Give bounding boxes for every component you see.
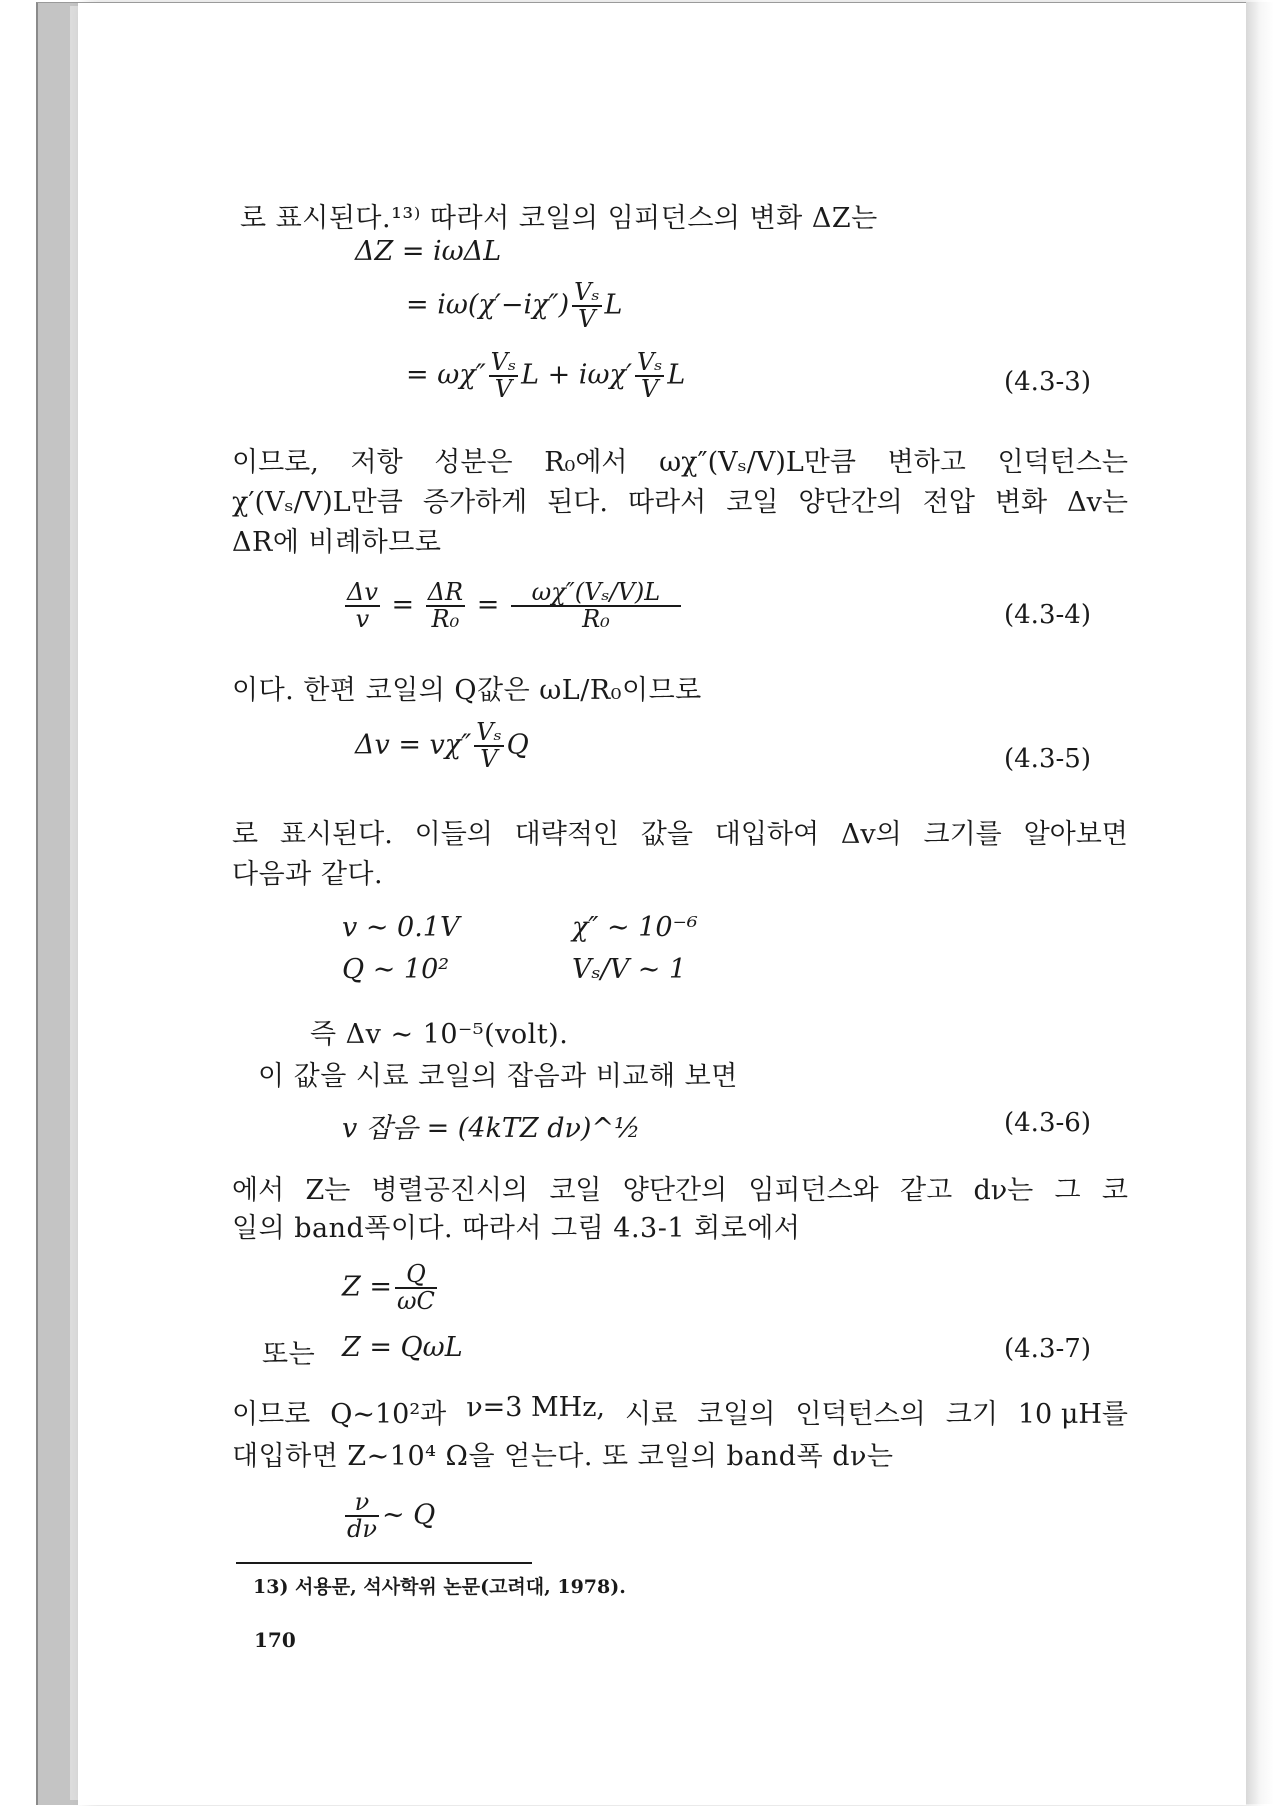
text-line: ΔR에 비례하므로 — [232, 527, 442, 558]
eq-text: L — [604, 289, 623, 321]
word: 이므로, — [232, 447, 319, 478]
value-chi: χ″ ∼ 10⁻⁶ — [572, 912, 698, 943]
word: 코일 — [549, 1175, 602, 1206]
word: 변하고 — [887, 447, 966, 478]
frac-den: R₀ — [431, 605, 460, 634]
eq-text: Z = — [342, 1271, 392, 1303]
frac-num: ΔR — [427, 578, 464, 606]
word: 인덕턴스는 — [997, 447, 1128, 478]
equation-dv — [355, 720, 529, 772]
text-line-justified — [232, 480, 1128, 519]
text-line: 즉 Δv ∼ 10⁻⁵(volt). — [310, 1019, 569, 1050]
fraction — [345, 1490, 379, 1542]
value-ratio: Vₛ/V ∼ 1 — [572, 954, 687, 985]
word: 이므로 — [232, 1399, 311, 1430]
word: R₀에서 — [544, 447, 628, 478]
text-line: 로 표시된다.¹³⁾ 따라서 코일의 임피던스의 변화 ΔZ는 — [240, 203, 878, 234]
text-line: 이 값을 시료 코일의 잡음과 비교해 보면 — [258, 1061, 738, 1092]
word: 대입하여 — [714, 819, 820, 850]
word: 에서 — [232, 1175, 285, 1206]
text-line: 대입하면 Z∼10⁴ Ω을 얻는다. 또 코일의 band폭 dν는 — [232, 1441, 894, 1472]
word: 알아보면 — [1023, 819, 1128, 850]
fraction — [489, 350, 518, 402]
frac-den: V — [494, 375, 513, 404]
eq-text: = ωχ″ — [406, 359, 486, 391]
frac-num: Δv — [347, 578, 378, 606]
word: Δv의 — [840, 819, 902, 850]
word: 같고 — [900, 1175, 953, 1206]
eq-sign: = — [476, 589, 500, 621]
word: 증가하게 — [422, 487, 528, 518]
word: 된다. — [547, 487, 608, 518]
word: 코일 — [726, 487, 779, 518]
word: 대략적인 — [514, 819, 619, 850]
equation-bandwidth — [342, 1490, 435, 1542]
text-line: 일의 band폭이다. 따라서 그림 4.3-1 회로에서 — [232, 1213, 801, 1244]
eq-sign: = — [391, 589, 415, 621]
fraction — [395, 1262, 437, 1314]
word: 시료 — [624, 1399, 678, 1430]
frac-den: ωC — [396, 1287, 435, 1316]
word: 10 μH를 — [1017, 1399, 1128, 1430]
equation-dz-step2 — [406, 280, 622, 332]
word: χ′(Vₛ/V)L만큼 — [232, 487, 403, 518]
word: 변화 — [994, 487, 1048, 518]
word: 양단간의 — [622, 1175, 728, 1206]
equation-noise: v 잡음 = (4kTZ dν)^½ — [342, 1113, 641, 1144]
equation-number: (4.3-6) — [1004, 1108, 1091, 1138]
word: Q∼10²과 — [330, 1399, 447, 1430]
book-page-stack — [70, 6, 78, 1800]
equation-number: (4.3-5) — [1004, 744, 1091, 774]
fraction — [572, 280, 601, 332]
eq-text: L + iωχ′ — [521, 359, 632, 391]
eq-text: L — [667, 359, 686, 391]
frac-den: v — [355, 605, 370, 634]
word: Z는 — [305, 1175, 351, 1206]
footnote-rule — [236, 1562, 532, 1564]
frac-den: R₀ — [582, 605, 610, 634]
frac-den: V — [480, 745, 498, 774]
footnote: 13) 서용문, 석사학위 논문(고려대, 1978). — [253, 1576, 626, 1598]
frac-num: Vₛ — [490, 348, 517, 376]
word: 그 — [1054, 1175, 1081, 1206]
text-line-justified — [232, 812, 1128, 851]
word: 전압 — [922, 487, 975, 518]
page-shadow — [1246, 2, 1274, 1804]
word: 크기를 — [923, 819, 1002, 850]
fraction — [426, 580, 465, 632]
value-q: Q ∼ 10² — [342, 954, 450, 985]
text-line: 이다. 한편 코일의 Q값은 ωL/R₀이므로 — [232, 675, 702, 706]
fraction — [345, 580, 380, 632]
word: 크기 — [945, 1399, 998, 1430]
text-label: 또는 — [262, 1339, 316, 1370]
frac-num: Q — [395, 1262, 437, 1289]
fraction — [511, 580, 681, 632]
equation-dz: ΔZ = iωΔL — [355, 236, 502, 267]
frac-num: Vₛ — [476, 718, 502, 746]
fraction — [474, 720, 503, 772]
word: ωχ″(Vₛ/V)L만큼 — [659, 447, 856, 478]
text-line-justified — [232, 440, 1128, 479]
eq-text: Q — [506, 729, 529, 761]
frac-den: V — [578, 305, 596, 334]
word: 따라서 — [627, 487, 707, 518]
book-page — [78, 2, 1246, 1805]
word: 값을 — [640, 819, 693, 850]
fraction — [635, 350, 664, 402]
eq-text: = iω(χ′−iχ″) — [406, 289, 570, 321]
text-line: 다음과 같다. — [232, 859, 384, 890]
equation-number: (4.3-4) — [1004, 600, 1091, 630]
text-line-justified — [232, 1392, 1128, 1431]
word: Δv는 — [1067, 487, 1128, 518]
word: 병렬공진시의 — [371, 1175, 529, 1206]
word: 이들의 — [414, 819, 493, 850]
equation-number: (4.3-3) — [1004, 367, 1091, 397]
frac-den: V — [641, 375, 659, 404]
word: 코일의 — [697, 1399, 776, 1430]
word: 성분은 — [434, 447, 513, 478]
value-v: v ∼ 0.1V — [342, 912, 460, 943]
text-line-justified — [232, 1168, 1128, 1207]
frac-num: ν — [345, 1490, 379, 1517]
frac-num: Vₛ — [636, 348, 663, 376]
frac-den: dν — [347, 1515, 377, 1544]
eq-text: Δv = vχ″ — [355, 729, 472, 761]
frac-num: ωχ″(Vₛ/V)L — [511, 580, 681, 607]
word: 코 — [1101, 1175, 1128, 1206]
word: ν=3 MHz, — [466, 1392, 606, 1423]
word: 임피던스와 — [748, 1175, 879, 1206]
equation-z-capacitance — [342, 1262, 440, 1314]
word: 저항 — [350, 447, 403, 478]
word: 인덕턴스의 — [795, 1399, 926, 1430]
equation-z-inductance: Z = QωL — [342, 1332, 463, 1363]
word: 로 — [232, 819, 259, 850]
word: 양단간의 — [798, 487, 903, 518]
word: 표시된다. — [279, 819, 393, 850]
word: dν는 — [973, 1175, 1034, 1206]
equation-dz-step3 — [406, 350, 685, 402]
frac-num: Vₛ — [574, 278, 600, 306]
eq-text: ∼ Q — [381, 1499, 436, 1531]
equation-number: (4.3-7) — [1004, 1334, 1091, 1364]
equation-ratio — [342, 580, 684, 632]
page-number: 170 — [254, 1628, 296, 1652]
